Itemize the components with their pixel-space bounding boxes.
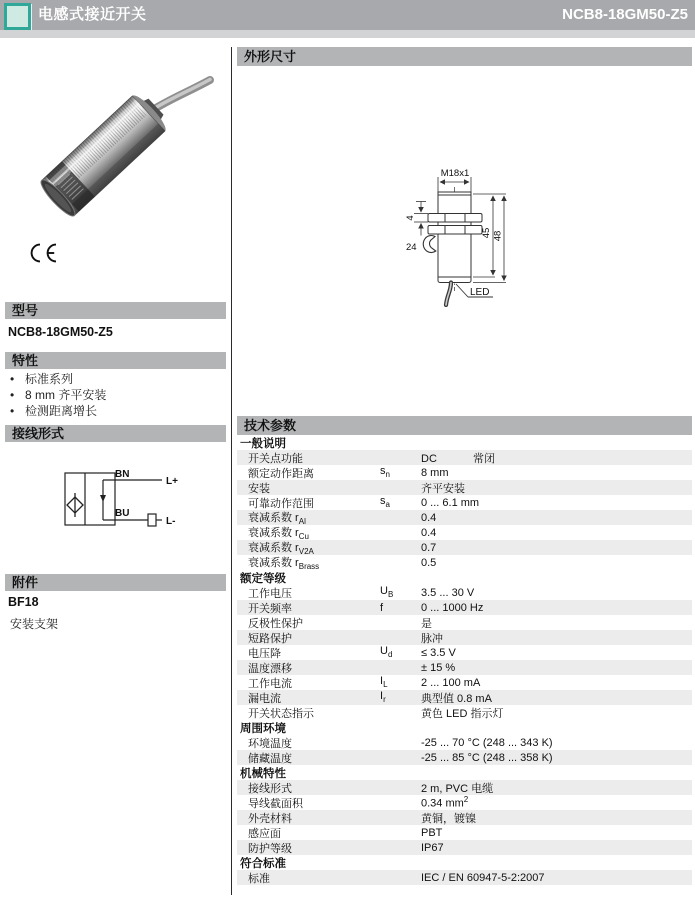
column-divider <box>231 47 232 895</box>
feature-item <box>10 403 106 419</box>
tech-row-value: IEC / EN 60947-5-2:2007 <box>421 871 545 884</box>
dim-length-b-label: 48 <box>492 230 504 242</box>
section-model: 型号 <box>5 302 226 319</box>
section-connection: 接线形式 <box>5 425 226 442</box>
tech-section-header: 周围环境 <box>240 722 286 735</box>
tech-row-label: 衰减系数 $r_{Brass}$ <box>248 556 320 572</box>
tech-row-label: 可靠动作范围 <box>248 497 314 510</box>
switch-arrow-icon <box>100 495 106 502</box>
tech-row <box>237 840 692 855</box>
tech-row <box>237 615 692 630</box>
dim-thread-label: M18x1 <box>440 168 470 179</box>
tech-row-label: 反极性保护 <box>248 617 303 630</box>
feature-text: 检测距离增长 <box>25 404 98 418</box>
tech-row-label: 漏电流 <box>248 692 281 705</box>
tech-row-label: 衰减系数 $r_{Cu}$ <box>248 526 309 542</box>
tech-row <box>237 675 692 690</box>
tech-row <box>237 510 692 525</box>
feature-text: 8 mm 齐平安装 <box>25 388 107 402</box>
tech-row-value: 0.4 <box>421 511 437 524</box>
tech-row-value: 3.5 ... 30 V <box>421 586 475 599</box>
section-accessories: 附件 <box>5 574 226 591</box>
model-value: NCB8-18GM50-Z5 <box>8 325 113 339</box>
tech-row <box>237 555 692 570</box>
tech-row <box>237 660 692 675</box>
dim-length-a-label: 45 <box>481 227 492 239</box>
tech-section-header: 符合标准 <box>240 857 286 870</box>
bullet-icon: • <box>10 404 15 418</box>
tech-row-label: 储藏温度 <box>248 752 292 765</box>
tech-row-label: 安装 <box>248 482 270 495</box>
tech-row <box>237 630 692 645</box>
tech-row-value: 脉冲 <box>421 632 443 645</box>
tech-section-header: 额定等级 <box>240 572 286 585</box>
tech-row-label: 额定动作距离 <box>248 467 314 480</box>
tech-row-value: DC 常闭 <box>421 452 495 465</box>
tech-row-value: ≤ 3.5 V <box>421 646 456 659</box>
tech-row <box>237 750 692 765</box>
tech-row-symbol: f <box>380 601 384 614</box>
ce-mark <box>26 243 58 263</box>
tech-row-label: 环境温度 <box>248 737 292 750</box>
brand-square-icon <box>4 3 31 30</box>
tech-row <box>237 600 692 615</box>
tech-row <box>237 585 692 600</box>
wiring-diagram <box>55 463 190 533</box>
tech-row <box>237 780 692 795</box>
dimension-drawing <box>405 162 560 307</box>
tech-section-header: 一般说明 <box>240 437 286 450</box>
tech-row-symbol: $s_a$ <box>380 495 390 510</box>
product-photo <box>15 58 230 243</box>
terminal-lplus-label: L+ <box>166 476 178 487</box>
tech-row-symbol: $U_d$ <box>380 645 393 660</box>
dim-nut-label: 4 <box>405 215 416 221</box>
tech-row-label: 防护等级 <box>248 842 292 855</box>
tech-row-symbol: $I_L$ <box>380 675 388 690</box>
tech-row-label: 开关状态指示 <box>248 707 314 720</box>
tech-row-label: 感应面 <box>248 827 281 840</box>
tech-row-symbol: $I_r$ <box>380 690 386 705</box>
section-features: 特性 <box>5 352 226 369</box>
tech-row-value: ± 15 % <box>421 661 456 674</box>
tech-row-symbol: $U_B$ <box>380 585 394 600</box>
part-number: NCB8-18GM50-Z5 <box>562 6 688 23</box>
feature-list <box>10 371 106 419</box>
tech-row-label: 衰减系数 $r_{V2A}$ <box>248 541 314 557</box>
accessory-description: 安装支架 <box>10 617 59 631</box>
bullet-icon: • <box>10 372 15 386</box>
tech-row <box>237 870 692 885</box>
tech-row-value: -25 ... 70 °C (248 ... 343 K) <box>421 736 553 749</box>
tech-row-value: PBT <box>421 826 443 839</box>
tech-row-value: 0 ... 6.1 mm <box>421 496 480 509</box>
tech-row-value: 黄色 LED 指示灯 <box>421 707 504 720</box>
bullet-icon: • <box>10 388 15 402</box>
tech-row <box>237 690 692 705</box>
terminal-lminus-label: L- <box>166 516 176 527</box>
wire-bu-label: BU <box>115 508 130 519</box>
tech-row-value: -25 ... 85 °C (248 ... 358 K) <box>421 751 553 764</box>
tech-row-label: 温度漂移 <box>248 662 292 675</box>
wire-bn-label: BN <box>115 469 130 480</box>
tech-row <box>237 795 692 810</box>
tech-row-label: 开关频率 <box>248 602 292 615</box>
tech-row-symbol: $s_n$ <box>380 465 390 480</box>
tech-row <box>237 825 692 840</box>
section-technical-data: 技术参数 <box>237 416 692 435</box>
tech-row-value: IP67 <box>421 841 444 854</box>
dim-wrench-label: 24 <box>406 242 417 253</box>
tech-row <box>237 645 692 660</box>
tech-row-value: 0.5 <box>421 556 437 569</box>
tech-row <box>237 540 692 555</box>
tech-row <box>237 525 692 540</box>
feature-text: 标准系列 <box>25 372 74 386</box>
tech-row <box>237 495 692 510</box>
tech-row-label: 导线截面积 <box>248 797 303 810</box>
tech-row-label: 衰减系数 $r_{Al}$ <box>248 511 306 527</box>
tech-row-value: 8 mm <box>421 466 449 479</box>
tech-row-value: 2 m, PVC 电缆 <box>421 782 494 795</box>
tech-row-value: 是 <box>421 617 432 630</box>
tech-row-label: 工作电流 <box>248 677 292 690</box>
product-type-title: 电感式接近开关 <box>38 6 147 23</box>
technical-data <box>237 416 692 885</box>
feature-item <box>10 371 106 387</box>
tech-row <box>237 735 692 750</box>
tech-row-label: 工作电压 <box>248 587 292 600</box>
tech-table-body <box>237 435 692 885</box>
tech-row-label: 开关点功能 <box>248 452 303 465</box>
tech-row <box>237 705 692 720</box>
title-bar <box>0 0 695 30</box>
tech-row-label: 标准 <box>248 872 270 885</box>
section-dimensions: 外形尺寸 <box>237 47 692 66</box>
tech-row-value: 0.34 $mm^2$ <box>421 795 469 810</box>
tech-row-label: 短路保护 <box>248 632 292 645</box>
tech-row-value: 典型值 0.8 mA <box>421 692 492 705</box>
tech-row-value: 黄铜，镀镍 <box>421 812 476 825</box>
tech-row-value: 0.4 <box>421 526 437 539</box>
tech-row <box>237 810 692 825</box>
wrench-icon <box>423 236 436 253</box>
tech-row <box>237 465 692 480</box>
feature-item <box>10 387 106 403</box>
led-label: LED <box>470 287 490 298</box>
tech-section-header: 机械特性 <box>240 767 286 780</box>
tech-row-label: 电压降 <box>248 647 281 660</box>
tech-row <box>237 480 692 495</box>
header-strip <box>0 30 695 38</box>
tech-row-value: 0 ... 1000 Hz <box>421 601 484 614</box>
accessory-model: BF18 <box>8 595 39 609</box>
tech-row-value: 2 ... 100 mA <box>421 676 481 689</box>
tech-row <box>237 450 692 465</box>
tech-row-label: 接线形式 <box>248 782 292 795</box>
tech-row-value: 0.7 <box>421 541 437 554</box>
tech-row-value: 齐平安装 <box>421 482 465 495</box>
tech-row-label: 外壳材料 <box>248 812 292 825</box>
